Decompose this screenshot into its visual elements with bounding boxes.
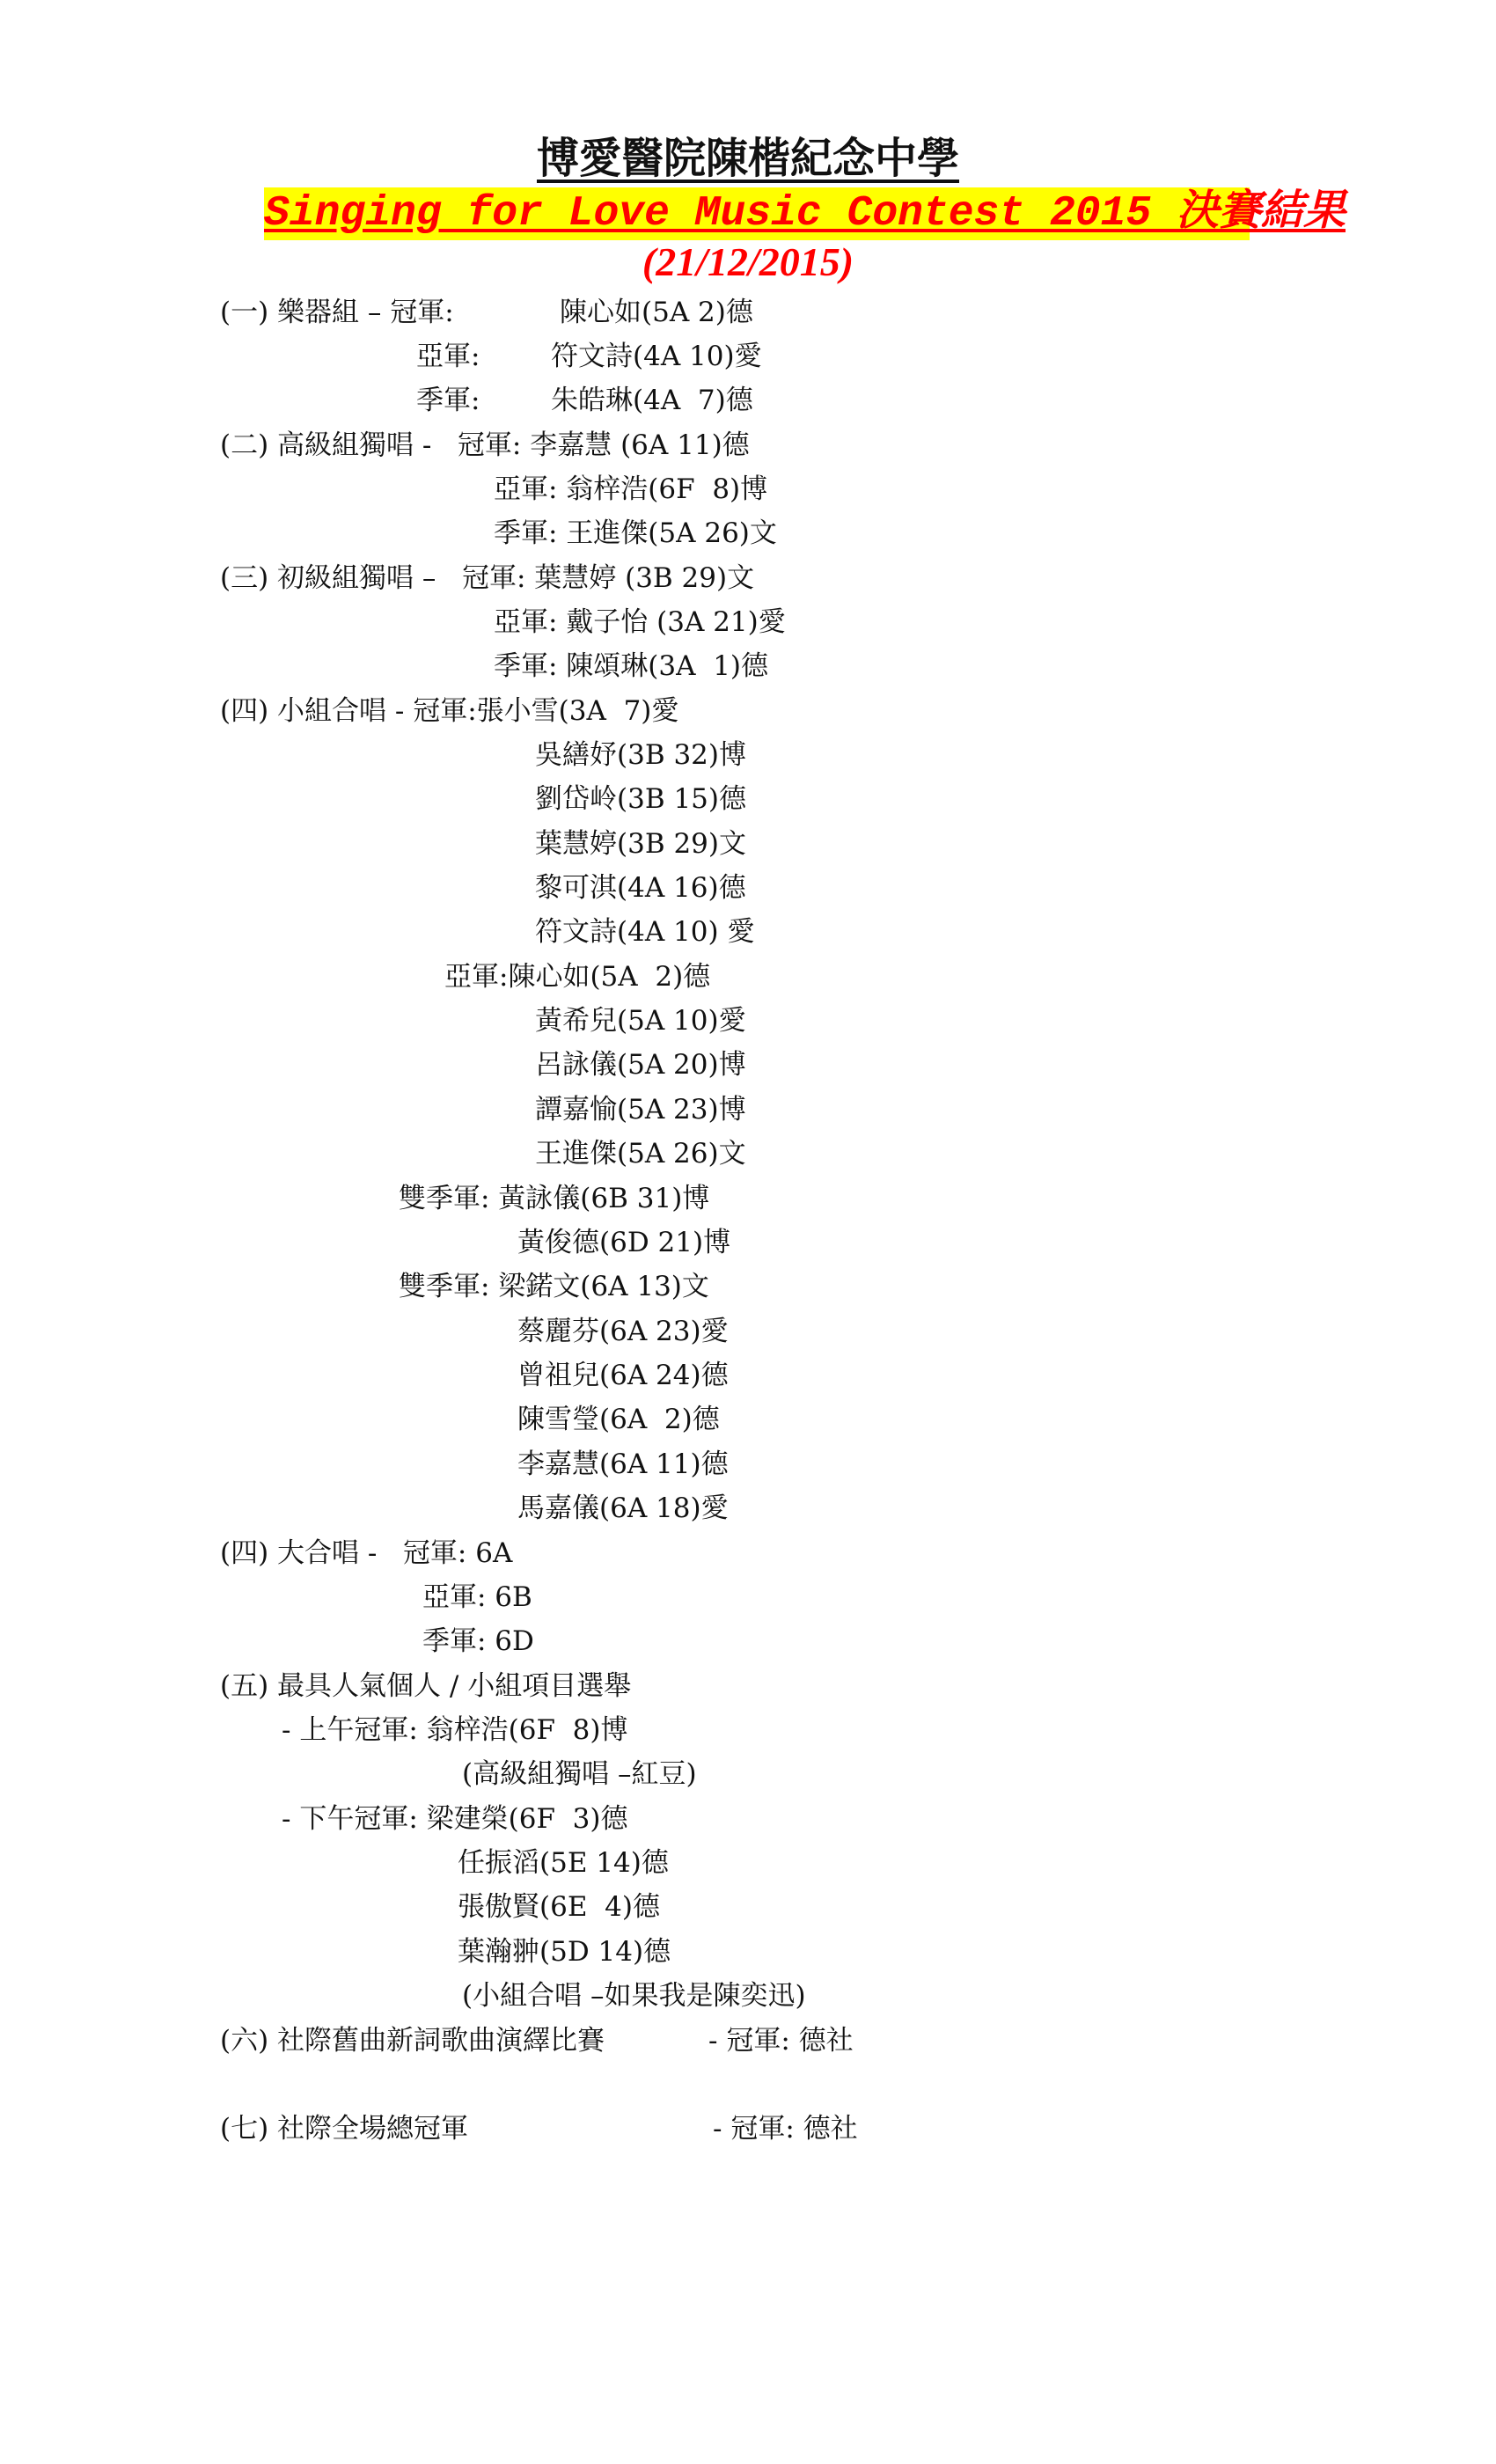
school-name: 博愛醫院陳楷紀念中學 [536, 134, 959, 183]
winner-entry: 朱皓琳(4A 7)德 [551, 385, 753, 416]
member-entry: 陳雪瑩(6A 2)德 [517, 1404, 720, 1435]
award-label: 亞軍: [416, 341, 480, 372]
winner-entry: 陳心如(5A 2)德 [560, 297, 753, 328]
performance-note: (高級組獨唱 –紅豆) [462, 1758, 697, 1790]
member-entry: 劉岱岭(3B 15)德 [535, 783, 746, 815]
member-entry: 任振滔(5E 14)德 [458, 1847, 669, 1879]
member-entry: 黃希兒(5A 10)愛 [535, 1005, 746, 1037]
award-line: 季軍: 王進傑(5A 26)文 [494, 517, 777, 549]
member-entry: 蔡麗芬(6A 23)愛 [517, 1316, 729, 1347]
award-line: 季軍: 陳頌琳(3A 1)德 [494, 650, 769, 682]
section-senior-solo-heading: (二) 高級組獨唱 - 冠軍: 李嘉慧 (6A 11)德 [220, 429, 750, 461]
award-line: 季軍: 6D [422, 1625, 534, 1657]
award-line: - 下午冠軍: 梁建榮(6F 3)德 [282, 1803, 628, 1835]
award-line: 亞軍: 翁梓浩(6F 8)博 [494, 473, 768, 505]
award-line: 雙季軍: 黃詠儀(6B 31)博 [399, 1183, 710, 1214]
contest-date: (21/12/2015) [642, 239, 854, 284]
award-line: 亞軍:陳心如(5A 2)德 [444, 961, 711, 993]
section-house-song-heading: (六) 社際舊曲新詞歌曲演繹比賽 [220, 2025, 605, 2057]
winner-entry: 符文詩(4A 10)愛 [551, 341, 762, 372]
award-line: - 上午冠軍: 翁梓浩(6F 8)博 [282, 1714, 628, 1746]
member-entry: 譚嘉愉(5A 23)博 [535, 1094, 746, 1126]
member-entry: 葉瀚翀(5D 14)德 [458, 1936, 671, 1968]
section-junior-solo-heading: (三) 初級組獨唱 – 冠軍: 葉慧婷 (3B 29)文 [220, 562, 755, 594]
member-entry: 黎可淇(4A 16)德 [535, 872, 746, 904]
award-line: 雙季軍: 梁鍩文(6A 13)文 [399, 1271, 709, 1302]
member-entry: 王進傑(5A 26)文 [535, 1138, 746, 1170]
award-line: 亞軍: 6B [422, 1581, 532, 1613]
section-popularity-heading: (五) 最具人氣個人 / 小組項目選舉 [220, 1670, 632, 1702]
member-entry: 呂詠儀(5A 20)博 [535, 1049, 746, 1081]
member-entry: 符文詩(4A 10) 愛 [535, 916, 755, 948]
section-group-chorus-heading: (四) 小組合唱 - 冠軍:張小雪(3A 7)愛 [220, 695, 679, 727]
member-entry: 張傲賢(6E 4)德 [458, 1891, 660, 1923]
section-house-overall-heading: (七) 社際全場總冠軍 [220, 2113, 469, 2145]
member-entry: 吳繕妤(3B 32)博 [535, 739, 746, 771]
member-entry: 黃俊德(6D 21)博 [517, 1227, 731, 1258]
award-line: 亞軍: 戴子怡 (3A 21)愛 [494, 606, 786, 638]
performance-note: (小組合唱 –如果我是陳奕迅) [462, 1980, 806, 2012]
member-entry: 曾祖兒(6A 24)德 [517, 1360, 729, 1391]
award-line: - 冠軍: 德社 [713, 2113, 858, 2145]
award-label: 季軍: [416, 385, 480, 416]
member-entry: 李嘉慧(6A 11)德 [517, 1448, 729, 1480]
member-entry: 馬嘉儀(6A 18)愛 [517, 1492, 729, 1524]
contest-title: Singing for Love Music Contest 2015 決賽結果 [264, 187, 1250, 240]
member-entry: 葉慧婷(3B 29)文 [535, 828, 746, 860]
award-line: - 冠軍: 德社 [708, 2025, 854, 2057]
section-instrumental-heading: (一) 樂器組 – 冠軍: [220, 297, 454, 328]
section-grand-chorus-heading: (四) 大合唱 - 冠軍: 6A [220, 1537, 513, 1569]
